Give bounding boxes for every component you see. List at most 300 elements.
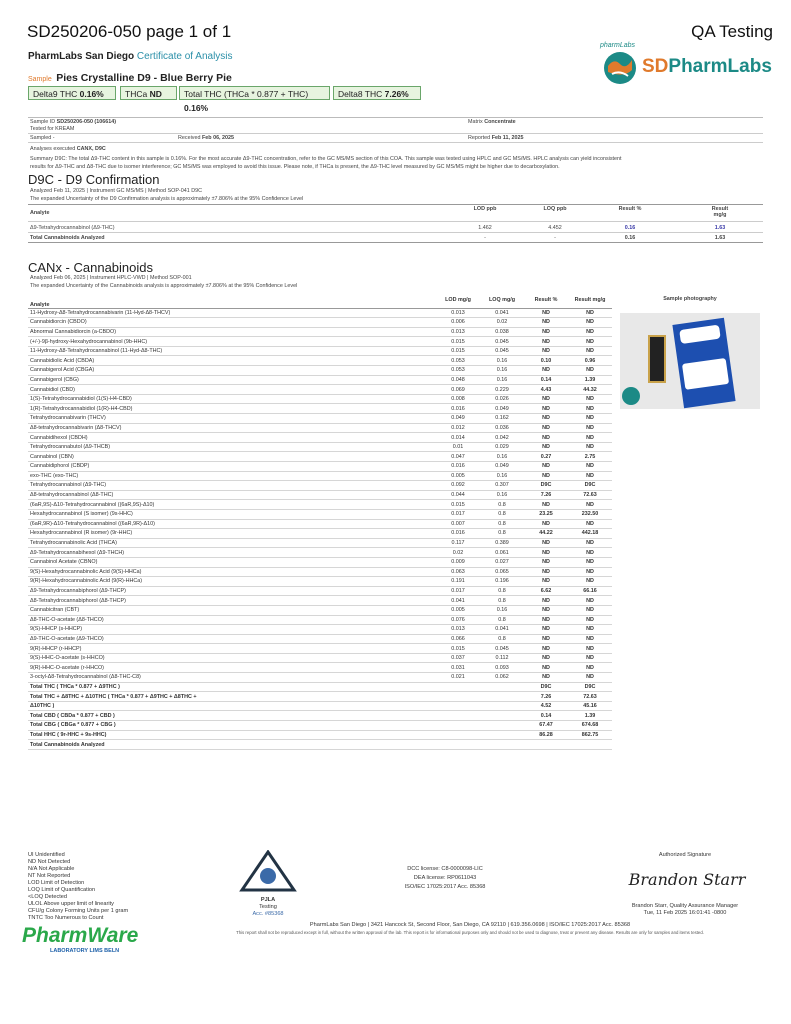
analyte-cell: (6aR,9S)-Δ10-Tetrahydrocannabinol ((6aR,9S)-Δ10): [28, 500, 436, 510]
lod-cell: 0.017: [436, 586, 480, 596]
lod-cell: 0.021: [436, 673, 480, 683]
result-pct-cell: 7.26: [524, 490, 568, 500]
result-pct-cell: ND: [524, 318, 568, 328]
result-pct-cell: ND: [524, 634, 568, 644]
analyte-cell: 3-octyl-Δ8-Tetrahydrocannabinol (Δ8-THC-C8): [28, 673, 436, 683]
analyte-cell: 9(S)-Hexahydrocannabinolic Acid (9(S)-HHCa): [28, 567, 436, 577]
badge-thca: THCa ND: [120, 86, 177, 100]
auth-signature-label: Authorized Signature: [658, 852, 712, 858]
result-mg-cell: 0.96: [568, 356, 612, 366]
lod-cell: 0.063: [436, 567, 480, 577]
analyte-cell: (6aR,9R)-Δ10-Tetrahydrocannabinol ((6aR,9R)-Δ10): [28, 519, 436, 529]
lod-cell: 0.066: [436, 634, 480, 644]
analyte-cell: Tetrahydrocannabutol (Δ9-THCB): [28, 442, 436, 452]
analyte-cell: 1(R)-Tetrahydrocannabidiol (1(R)-H4-CBD): [28, 404, 436, 414]
result-pct-cell: ND: [524, 404, 568, 414]
loq-cell: 0.045: [480, 337, 524, 347]
lod-cell: 0.069: [436, 385, 480, 395]
lod-cell: 0.191: [436, 577, 480, 587]
dcc-license: DCC license: C8-0000098-LIC: [407, 866, 483, 872]
table-row: [28, 557, 612, 567]
table-row: [28, 385, 612, 395]
analyte-cell: Δ8-tetrahydrocannabinol (Δ8-THC): [28, 490, 436, 500]
total-label-cell: Total CBD ( CBDa * 0.877 + CBD ): [28, 711, 436, 721]
canx-header-result-pct: Result %: [524, 292, 568, 308]
table-row: [28, 663, 612, 673]
empty-cell: [480, 721, 524, 731]
lod-cell: 0.012: [436, 423, 480, 433]
total-label-cell: Total THC + Δ8THC + Δ10THC ( THCa * 0.877 + Δ9THC + Δ8THC +: [28, 692, 436, 702]
result-pct-cell: ND: [524, 442, 568, 452]
result-pct-cell: ND: [524, 366, 568, 376]
canx-header-analyte: Analyte: [28, 292, 436, 308]
sample-name: Pies Crystalline D9 - Blue Berry Pie: [56, 72, 232, 84]
result-pct-cell: ND: [524, 625, 568, 635]
divider: [28, 242, 763, 243]
analyte-cell: Cannabidihexol (CBDH): [28, 433, 436, 443]
lod-cell: 0.037: [436, 653, 480, 663]
lod-cell: 0.017: [436, 509, 480, 519]
result-pct-cell: ND: [524, 308, 568, 318]
loq-cell: 0.041: [480, 625, 524, 635]
empty-cell: [436, 740, 480, 750]
logo-icon-text: pharmLabs: [600, 42, 636, 49]
loq-cell: 0.065: [480, 567, 524, 577]
total-mg-cell: 72.63: [568, 692, 612, 702]
lab-line: [28, 51, 233, 62]
table-row: [28, 605, 612, 615]
analyte-cell: Cannabidiolic Acid (CBDA): [28, 356, 436, 366]
loq-cell: 0.061: [480, 548, 524, 558]
legend-item: ND Not Detected: [28, 859, 71, 865]
sample-title: [28, 68, 232, 86]
table-row: [28, 625, 612, 635]
loq-cell: 0.8: [480, 634, 524, 644]
total-row: [28, 721, 612, 731]
photo-watermark-icon: [622, 387, 640, 405]
result-mg-cell: ND: [568, 644, 612, 654]
legend-item: NT Not Reported: [28, 873, 71, 879]
loq-cell: 0.8: [480, 500, 524, 510]
table-row: [28, 318, 612, 328]
loq-cell: 0.307: [480, 481, 524, 491]
table-row: [28, 615, 612, 625]
loq-cell: 0.16: [480, 452, 524, 462]
canx-title: CANx - Cannabinoids: [28, 260, 154, 275]
total-pct-cell: 4.52: [524, 701, 568, 711]
cannabinoids-table-body: [28, 308, 612, 749]
loq-cell: 0.229: [480, 385, 524, 395]
table-row: [28, 442, 612, 452]
legend-item: LOD Limit of Detection: [28, 880, 85, 886]
empty-cell: [436, 682, 480, 692]
divider: [28, 133, 763, 134]
table-row: [28, 519, 612, 529]
legend-item: N/A Not Applicable: [28, 866, 75, 872]
matrix: Matrix Concentrate: [468, 119, 516, 125]
analyte-cell: Hexahydrocannabinol (S isomer) (9s-HHC): [28, 509, 436, 519]
table-row: [28, 308, 612, 318]
loq-cell: 0.162: [480, 414, 524, 424]
result-mg-cell: ND: [568, 634, 612, 644]
signature: Brandon Starr: [628, 870, 746, 889]
result-mg-cell: 66.16: [568, 586, 612, 596]
result-pct-cell: 0.10: [524, 356, 568, 366]
lod-cell: 0.008: [436, 394, 480, 404]
result-mg-cell: ND: [568, 442, 612, 452]
result-mg-cell: ND: [568, 414, 612, 424]
analyte-cell: Tetrahydrocannabivarin (THCV): [28, 414, 436, 424]
result-pct-cell: ND: [524, 557, 568, 567]
pjla-logo: [238, 850, 298, 917]
table-row: [28, 481, 612, 491]
lod-cell: 0.016: [436, 529, 480, 539]
summary-line: Summary D9C: The total Δ9-THC content in this sample is 0.16%. For the most accurate Δ9-THC concentration, refer to the GC MS/MS section of this COA. This sample was tested using HPLC and GC MS/MS. HPLC analysis can yield inconsistent: [30, 156, 622, 162]
analyte-cell: Cannabidiol (CBD): [28, 385, 436, 395]
loq-cell: 0.16: [480, 366, 524, 376]
d9c-row-loq: 4.452: [548, 225, 562, 231]
table-row: [28, 462, 612, 472]
canx-uncertainty: The expanded Uncertainty of the Cannabinoids analysis is approximately ±7.806% at the 95% Confidence Level: [30, 283, 298, 289]
table-row: [28, 375, 612, 385]
table-row: [28, 577, 612, 587]
divider: [28, 232, 763, 233]
total-row: [28, 730, 612, 740]
result-mg-cell: ND: [568, 308, 612, 318]
result-mg-cell: 44.32: [568, 385, 612, 395]
result-mg-cell: ND: [568, 318, 612, 328]
lod-cell: 0.053: [436, 366, 480, 376]
d9c-total-lod: -: [484, 235, 486, 241]
result-mg-cell: ND: [568, 394, 612, 404]
lod-cell: 0.013: [436, 327, 480, 337]
result-pct-cell: ND: [524, 462, 568, 472]
lod-cell: 0.006: [436, 318, 480, 328]
result-pct-cell: ND: [524, 605, 568, 615]
analyte-cell: Tetrahydrocannabinol (Δ9-THC): [28, 481, 436, 491]
lod-cell: 0.031: [436, 663, 480, 673]
result-mg-cell: 442.18: [568, 529, 612, 539]
loq-cell: 0.049: [480, 462, 524, 472]
loq-cell: 0.036: [480, 423, 524, 433]
analyte-cell: Δ8-tetrahydrocannabivarin (Δ8-THCV): [28, 423, 436, 433]
result-pct-cell: ND: [524, 577, 568, 587]
loq-cell: 0.027: [480, 557, 524, 567]
total-mg-cell: 674.68: [568, 721, 612, 731]
legend-item: <LOQ Detected: [28, 894, 68, 900]
result-pct-cell: ND: [524, 423, 568, 433]
pjla-label: PJLA: [260, 897, 276, 903]
empty-cell: [436, 721, 480, 731]
pharmware-sub: LABORATORY LIMS BELN: [50, 948, 120, 954]
total-row: [28, 740, 612, 750]
d9c-total-analyte: Total Cannabinoids Analyzed: [30, 235, 105, 241]
legend-item: TNTC Too Numerous to Count: [28, 915, 104, 921]
result-mg-cell: ND: [568, 605, 612, 615]
loq-cell: 0.045: [480, 346, 524, 356]
analyte-cell: Cannabigerol (CBG): [28, 375, 436, 385]
total-mg-cell: [568, 740, 612, 750]
lod-cell: 0.015: [436, 500, 480, 510]
legend: [28, 852, 128, 922]
total-label-cell: Total THC ( THCa * 0.877 + Δ9THC ): [28, 682, 436, 692]
loq-cell: 0.8: [480, 596, 524, 606]
result-mg-cell: ND: [568, 337, 612, 347]
table-row: [28, 509, 612, 519]
result-pct-cell: 6.62: [524, 586, 568, 596]
total-row: [28, 692, 612, 702]
empty-cell: [480, 711, 524, 721]
result-mg-cell: ND: [568, 596, 612, 606]
total-pct-cell: 0.14: [524, 711, 568, 721]
canx-header-loq: LOQ mg/g: [480, 292, 524, 308]
loq-cell: 0.16: [480, 490, 524, 500]
loq-cell: 0.02: [480, 318, 524, 328]
analyte-cell: 11-Hydroxy-Δ8-Tetrahydrocannabivarin (11-Hyd-Δ8-THCV): [28, 308, 436, 318]
table-row: [28, 644, 612, 654]
lod-cell: 0.02: [436, 548, 480, 558]
loq-cell: 0.062: [480, 673, 524, 683]
analyte-cell: 9(R)-HHCP (r-HHCP): [28, 644, 436, 654]
result-mg-cell: ND: [568, 462, 612, 472]
loq-cell: 0.026: [480, 394, 524, 404]
badge-delta9-thc: Delta9 THC 0.16%: [28, 86, 116, 100]
result-pct-cell: ND: [524, 433, 568, 443]
loq-cell: 0.8: [480, 586, 524, 596]
result-mg-cell: ND: [568, 404, 612, 414]
result-mg-cell: ND: [568, 663, 612, 673]
lod-cell: 0.013: [436, 308, 480, 318]
d9c-row-result-mg: 1.63: [714, 225, 726, 231]
qa-testing-label: QA Testing: [691, 22, 773, 41]
legend-item: CFU/g Colony Forming Units per 1 gram: [28, 908, 129, 914]
canx-header-result-mg: Result mg/g: [568, 292, 612, 308]
analyte-cell: Δ9-THC-O-acetate (Δ9-THCO): [28, 634, 436, 644]
analyte-cell: 11-Hydroxy-Δ8-Tetrahydrocannabinol (11-Hyd-Δ8-THC): [28, 346, 436, 356]
table-row: [28, 337, 612, 347]
footer-address: PharmLabs San Diego | 3421 Hancock St, Second Floor, San Diego, CA 92110 | 619.356.0698 | ISO/IEC 17025:2017 Acc. 85368: [309, 922, 631, 928]
table-row: [28, 567, 612, 577]
cannabinoids-table: [28, 292, 612, 750]
analyte-cell: Hexahydrocannabinol (R isomer) (9r-HHC): [28, 529, 436, 539]
analyte-cell: Cannabidiorcin (CBDO): [28, 318, 436, 328]
lod-cell: 0.041: [436, 596, 480, 606]
divider: [28, 221, 763, 222]
divider: [28, 142, 763, 143]
lod-cell: 0.005: [436, 605, 480, 615]
lod-cell: 0.092: [436, 481, 480, 491]
table-row: [28, 634, 612, 644]
table-row: [28, 490, 612, 500]
sample-prefix: Sample: [28, 76, 52, 83]
result-mg-cell: ND: [568, 538, 612, 548]
result-pct-cell: ND: [524, 538, 568, 548]
sdpharmlabs-logo: [598, 42, 772, 88]
lod-cell: 0.005: [436, 471, 480, 481]
empty-cell: [436, 692, 480, 702]
received: Received Feb 06, 2025: [178, 135, 235, 141]
result-mg-cell: ND: [568, 673, 612, 683]
summary-line: results for Δ9-THC and Δ8-THC due to isomer interference; GC MS/MS was employed to avoid this issue. Please note, if THCa is present, the Δ9-THC level measured by GC MS/MS might be higher due to decarboxylation.: [30, 164, 560, 170]
legend-item: LOQ Limit of Quantification: [28, 887, 96, 893]
result-pct-cell: ND: [524, 615, 568, 625]
analyte-cell: Cannabidiphorol (CBDP): [28, 462, 436, 472]
logo-sd: SD: [642, 56, 669, 77]
total-mg-cell: 45.16: [568, 701, 612, 711]
loq-cell: 0.049: [480, 404, 524, 414]
table-row: [28, 586, 612, 596]
lod-cell: 0.007: [436, 519, 480, 529]
loq-cell: 0.16: [480, 605, 524, 615]
total-row: [28, 701, 612, 711]
empty-cell: [436, 701, 480, 711]
total-row: [28, 711, 612, 721]
result-pct-cell: ND: [524, 673, 568, 683]
analyte-cell: 9(S)-HHCP (s-HHCP): [28, 625, 436, 635]
total-mg-cell: 1.39: [568, 711, 612, 721]
loq-cell: 0.16: [480, 356, 524, 366]
result-pct-cell: ND: [524, 663, 568, 673]
analyses-executed: Analyses executed CANX, D9C: [30, 146, 106, 152]
d9c-row-result-pct: 0.16: [624, 225, 636, 231]
total-label-cell: Total CBG ( CBGa * 0.877 + CBG ): [28, 721, 436, 731]
result-mg-cell: ND: [568, 500, 612, 510]
total-label-cell: Total Cannabinoids Analyzed: [28, 740, 436, 750]
pjla-triangle-icon: [238, 850, 298, 892]
lod-cell: 0.048: [436, 375, 480, 385]
analyte-cell: exo-THC (exo-THC): [28, 471, 436, 481]
analyte-cell: Tetrahydrocannabinolic Acid (THCA): [28, 538, 436, 548]
sampled: Sampled -: [30, 135, 55, 141]
d9c-total-result-pct: 0.16: [624, 235, 636, 241]
result-mg-cell: ND: [568, 557, 612, 567]
total-pct-cell: D9C: [524, 682, 568, 692]
iso-accreditation: ISO/IEC 17025:2017 Acc. 85368: [404, 884, 486, 890]
d9c-header-result-pct: Result %: [618, 206, 642, 212]
canx-header-lod: LOD mg/g: [436, 292, 480, 308]
logo-wordmark: [642, 56, 772, 78]
lod-cell: 0.047: [436, 452, 480, 462]
canx-meta: Analyzed Feb 06, 2025 | Instrument HPLC-VWD | Method SOP-001: [30, 275, 192, 281]
loq-cell: 0.196: [480, 577, 524, 587]
result-pct-cell: D9C: [524, 481, 568, 491]
pjla-sub: Testing: [259, 904, 277, 910]
badge-delta8-thc: Delta8 THC 7.26%: [333, 86, 421, 100]
result-pct-cell: ND: [524, 471, 568, 481]
empty-cell: [480, 682, 524, 692]
table-row: [28, 548, 612, 558]
product-box: [672, 318, 735, 408]
analyte-cell: Δ9-Tetrahydrocannabihexol (Δ9-THCH): [28, 548, 436, 558]
logo-pharmlabs: PharmLabs: [668, 56, 772, 77]
sign-date: Tue, 11 Feb 2025 16:01:41 -0800: [643, 910, 727, 916]
lab-name: PharmLabs San Diego: [28, 51, 135, 62]
table-row: [28, 538, 612, 548]
reported: Reported Feb 11, 2025: [468, 135, 524, 141]
analyte-cell: (+/-)-9β-hydroxy-Hexahydrocannabinol (9b-HHC): [28, 337, 436, 347]
table-row: [28, 500, 612, 510]
result-pct-cell: 44.22: [524, 529, 568, 539]
result-pct-cell: 0.27: [524, 452, 568, 462]
pjla-acc: Acc. #85368: [252, 911, 284, 917]
table-row: [28, 653, 612, 663]
total-label-cell: Δ10THC ): [28, 701, 436, 711]
lod-cell: 0.01: [436, 442, 480, 452]
d9c-total-loq: -: [554, 235, 556, 241]
d9c-header-lod: LOD ppb: [473, 206, 497, 212]
result-pct-cell: 0.14: [524, 375, 568, 385]
lod-cell: 0.016: [436, 404, 480, 414]
analyte-cell: 9(S)-HHC-O-acetate (s-HHCO): [28, 653, 436, 663]
result-mg-cell: 1.39: [568, 375, 612, 385]
lod-cell: 0.015: [436, 337, 480, 347]
result-mg-cell: ND: [568, 423, 612, 433]
lod-cell: 0.014: [436, 433, 480, 443]
table-row: [28, 346, 612, 356]
result-pct-cell: ND: [524, 500, 568, 510]
sample-photo: [620, 313, 760, 409]
table-row: [28, 433, 612, 443]
result-pct-cell: ND: [524, 337, 568, 347]
result-pct-cell: ND: [524, 414, 568, 424]
total-mg-cell: D9C: [568, 682, 612, 692]
total-pct-cell: 86.28: [524, 730, 568, 740]
dea-license: DEA license: RP0611043: [413, 875, 477, 881]
result-pct-cell: ND: [524, 346, 568, 356]
d9c-title: D9C - D9 Confirmation: [28, 172, 160, 187]
table-row: [28, 414, 612, 424]
result-mg-cell: ND: [568, 577, 612, 587]
result-pct-cell: 23.25: [524, 509, 568, 519]
lod-cell: 0.015: [436, 644, 480, 654]
result-mg-cell: ND: [568, 346, 612, 356]
total-row: [28, 682, 612, 692]
lod-cell: 0.076: [436, 615, 480, 625]
table-row: [28, 327, 612, 337]
legend-item: UI Unidentified: [28, 852, 65, 858]
lod-cell: 0.049: [436, 414, 480, 424]
empty-cell: [480, 701, 524, 711]
result-pct-cell: ND: [524, 596, 568, 606]
table-row: [28, 673, 612, 683]
total-pct-cell: 7.26: [524, 692, 568, 702]
summary: [30, 155, 760, 171]
lod-cell: 0.016: [436, 462, 480, 472]
lod-cell: 0.009: [436, 557, 480, 567]
analyte-cell: Abnormal Cannabidiorcin (a-CBDO): [28, 327, 436, 337]
d9c-row-analyte: Δ9-Tetrahydrocannabinol (Δ9-THC): [30, 225, 115, 231]
lod-cell: 0.053: [436, 356, 480, 366]
loq-cell: 0.8: [480, 529, 524, 539]
d9c-meta: Analyzed Feb 11, 2025 | Instrument GC MS/MS | Method SOP-041 D9C: [30, 188, 202, 194]
result-mg-cell: ND: [568, 653, 612, 663]
sample-photo-label: Sample photography: [663, 296, 717, 302]
result-pct-cell: ND: [524, 548, 568, 558]
result-mg-cell: ND: [568, 548, 612, 558]
result-mg-cell: ND: [568, 567, 612, 577]
empty-cell: [436, 711, 480, 721]
loq-cell: 0.045: [480, 644, 524, 654]
tested-for: Tested for KREAM: [30, 126, 75, 132]
analyte-cell: 9(R)-Hexahydrocannabinolic Acid (9(R)-HHCa): [28, 577, 436, 587]
analyte-cell: Δ9-Tetrahydrocannabiphorol (Δ9-THCP): [28, 586, 436, 596]
analyte-cell: Cannabinol Acetate (CBNO): [28, 557, 436, 567]
analyte-cell: 1(S)-Tetrahydrocannabidiol (1(S)-H4-CBD): [28, 394, 436, 404]
badge-total-thc: Total THC (THCa * 0.877 + THC) 0.16%: [179, 86, 330, 100]
empty-cell: [480, 692, 524, 702]
loq-cell: 0.029: [480, 442, 524, 452]
table-row: [28, 529, 612, 539]
